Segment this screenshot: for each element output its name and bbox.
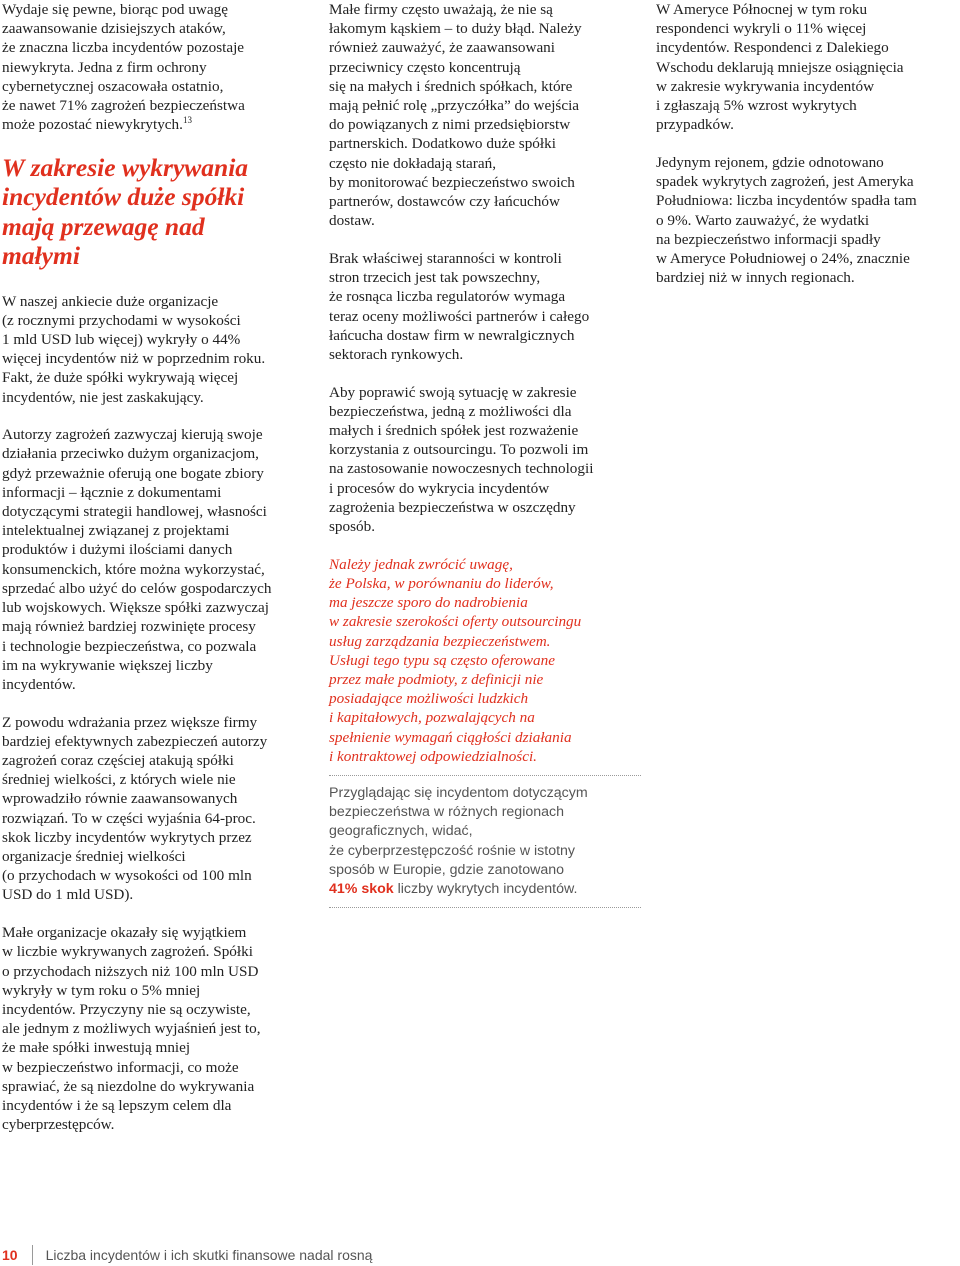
intro-paragraph: Wydaje się pewne, biorąc pod uwagę zaawansowanie dzisiejszych ataków, że znaczna liczba incydentów pozostaje niewykryta. Jedna z firm ochrony cybernetycznej oszacowała ostatnio, że nawet 71% zagrożeń bezpieczeństwa może pozostać niewykrytych.$^{13}$: [2, 1, 245, 134]
body-paragraph: Autorzy zagrożeń zazwyczaj kierują swoje działania przeciwko dużym organizacjom, gdyż przeważnie oferują one bogate zbiory informacji – łącznie z dokumentami dotyczącymi strategii handlowej, własności intelektualnej związanej z projektami produktów i dużymi ilościami danych konsumenckich, które można wykorzystać, sprzedać albo użyć do celów gospodarczych lub wojskowych. Większe spółki zazwyczaj mają również bardziej rozwinięte procesy i technologie bezpieczeństwa, co pozwala im na wykrywanie większej liczby incydentów.: [2, 426, 272, 693]
body-paragraph: Z powodu wdrażania przez większe firmy bardziej efektywnych zabezpieczeń autorzy zagrożeń coraz częściej atakują spółki średniej wielkości, z których wiele nie wprowadziło równie zaawansowanych rozwiązań. To w części wyjaśnia 64-proc. skok liczby incydentów wykrytych przez organizacje średniej wielkości (o przychodach w wysokości od 100 mln USD do 1 mld USD).: [2, 713, 268, 904]
footer-title: Liczba incydentów i ich skutki finansowe nadal rosną: [45, 1247, 373, 1263]
body-paragraph: W naszej ankiecie duże organizacje (z rocznymi przychodami w wysokości 1 mld USD lub więcej) wykryły o 44% więcej incydentów niż w poprzednim roku. Fakt, że duże spółki wykrywają więcej incydentów, nie jest zaskakujący.: [2, 292, 266, 406]
column-middle: [329, 0, 641, 916]
page-footer: [2, 1244, 372, 1266]
callout-box: Przyglądając się incydentom dotyczącym bezpieczeństwa w różnych regionach geograficznych, widać, że cyberprzestępczość rośnie w istotny sposób w Europie, gdzie zanotowano 41% skok liczby wykrytych incydentów.: [329, 785, 588, 898]
body-paragraph: Aby poprawić swoją sytuację w zakresie bezpieczeństwa, jedną z możliwości dla małych i średnich spółek jest rozważenie korzystania z outsourcingu. To pozwoli im na zastosowanie nowoczesnych technologii i procesów do wykrycia incydentów zagrożenia bezpieczeństwa w oszczędny sposób.: [329, 383, 594, 536]
body-paragraph: Jedynym rejonem, gdzie odnotowano spadek wykrytych zagrożeń, jest Ameryka Południowa: liczba incydentów spadła tam o 9%. Warto zauważyć, że wydatki na bezpieczeństwo informacji spadły w Ameryce Południowej o 24%, znacznie bardziej niż w innych regionach.: [656, 153, 917, 287]
pull-quote: Należy jednak zwrócić uwagę, że Polska, w porównaniu do liderów, ma jeszcze sporo do nadrobienia w zakresie szerokości oferty outsourcingu usług zarządzania bezpieczeństwem. Usługi tego typu są często oferowane przez małe podmioty, z definicji nie posiadające możliwości ludzkich i kapitałowych, pozwalających na spełnienie wymagań ciągłości działania i kontraktowej odpowiedzialności.: [329, 555, 582, 765]
column-left: [2, 0, 314, 1153]
dotted-divider-bottom: [329, 907, 641, 908]
body-paragraph: Małe organizacje okazały się wyjątkiem w liczbie wykrywanych zagrożeń. Spółki o przychodach niższych niż 100 mln USD wykryły w tym roku o 5% mniej incydentów. Przyczyny nie są oczywiste, ale jednym z możliwych wyjaśnień jest to, że małe spółki inwestują mniej w bezpieczeństwo informacji, co może sprawiać, że są niezdolne do wykrywania incydentów i że są lepszym celem dla cyberprzestępców.: [2, 924, 261, 1134]
dotted-divider-top: [329, 775, 641, 776]
column-right: [656, 0, 960, 306]
body-paragraph: Brak właściwej staranności w kontroli stron trzecich jest tak powszechny, że rosnąca liczba regulatorów wymaga teraz oceny możliwości partnerów i całego łańcucha dostaw firm w newralgicznych sektorach rynkowych.: [329, 249, 590, 363]
footer-separator: [32, 1245, 33, 1265]
page-number: 10: [2, 1247, 18, 1263]
body-paragraph: W Ameryce Północnej w tym roku respondenci wykryli o 11% więcej incydentów. Respondenci z Dalekiego Wschodu deklarują mniejsze osiągnięcia w zakresie wykrywania incydentów i zgłaszają 5% wzrost wykrytych przypadków.: [656, 1, 904, 134]
section-heading: W zakresie wykrywania incydentów duże spółki mają przewagę nad małymi: [2, 152, 249, 271]
footnote-ref: 13: [182, 115, 192, 126]
callout-highlight: 41% skok: [329, 881, 394, 898]
body-paragraph: Małe firmy często uważają, że nie są łakomym kąskiem – to duży błąd. Należy również zauważyć, że zaawansowani przeciwnicy często koncentrują się na małych i średnich spółkach, które mają pełnić rolę „przyczółka” do wejścia do powiązanych z nimi przedsiębiorstw partnerskich. Dodatkowo duże spółki często nie dokładają starań, by monitorować bezpieczeństwo swoich partnerów, dostawców czy łańcuchów dostaw.: [329, 1, 582, 230]
